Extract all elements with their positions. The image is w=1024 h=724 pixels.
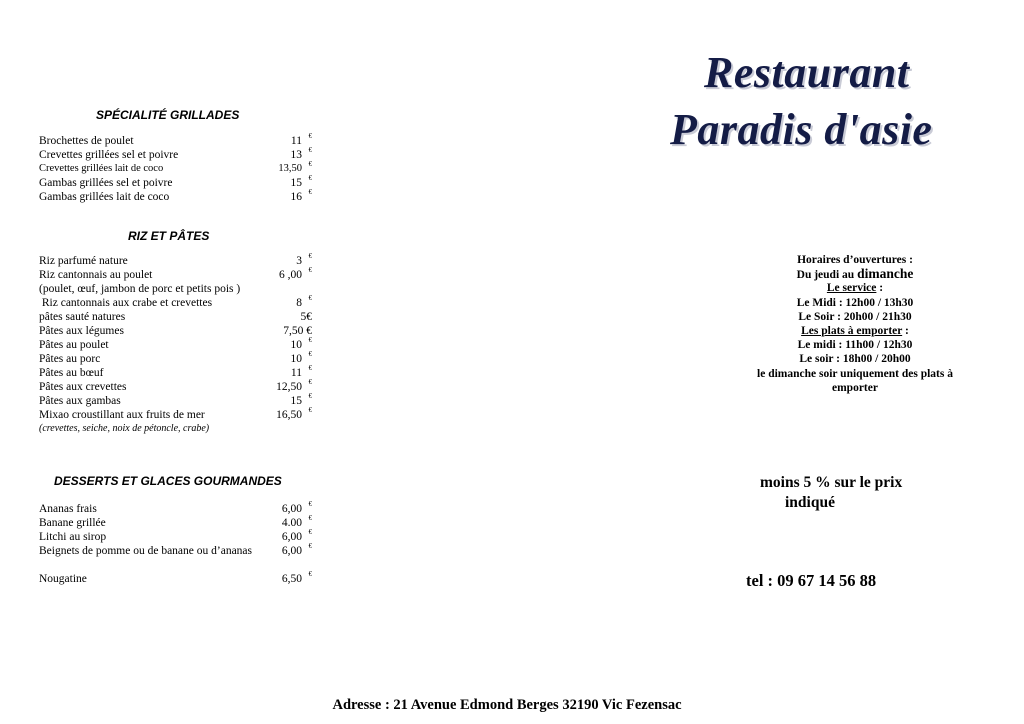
- menu-item: [39, 134, 314, 148]
- menu-item: [39, 338, 314, 352]
- item-price: 13: [290, 149, 302, 161]
- menu-item: [39, 352, 314, 366]
- restaurant-title-line1: Restaurant: [704, 48, 910, 97]
- section-heading-grillades: SPÉCIALITÉ GRILLADES: [96, 108, 240, 122]
- euro-mark: €: [308, 528, 312, 536]
- address: Adresse : 21 Avenue Edmond Berges 32190 Vic Fezensac: [332, 697, 682, 713]
- menu-item: [39, 176, 314, 190]
- menu-item: [39, 502, 314, 516]
- item-price: 6,00: [281, 503, 302, 515]
- item-price: 8: [296, 297, 302, 309]
- service-label: Le service: [826, 282, 877, 295]
- menu-item: [39, 324, 314, 338]
- grillades-list: [39, 134, 314, 204]
- menu-item: [39, 162, 314, 176]
- menu-item: [39, 408, 314, 422]
- euro-mark: €: [308, 132, 312, 140]
- item-description: (poulet, œuf, jambon de porc et petits pois ): [39, 283, 241, 295]
- euro-mark: €: [308, 514, 312, 522]
- item-price: 6 ,00: [279, 269, 302, 281]
- item-price: 15: [290, 395, 302, 407]
- days-prefix: Du jeudi au: [796, 269, 858, 282]
- item-name: Pâtes au poulet: [39, 339, 109, 351]
- service-midi: Le Midi : 12h00 / 13h30: [796, 296, 914, 309]
- item-price: 11: [290, 135, 302, 147]
- menu-item: [39, 148, 314, 162]
- euro-mark: €: [308, 350, 312, 358]
- item-price: 10: [290, 339, 302, 351]
- item-price: 3: [296, 255, 302, 267]
- euro-mark: €: [308, 570, 312, 578]
- item-name: Riz cantonnais au poulet: [39, 269, 153, 281]
- euro-mark: €: [308, 266, 312, 274]
- service-heading: [720, 281, 990, 295]
- takeaway-heading: [720, 324, 990, 338]
- item-price: 15: [290, 177, 302, 189]
- menu-item: [39, 366, 314, 380]
- item-price: 5€: [300, 311, 312, 323]
- service-colon: :: [876, 282, 884, 295]
- service-soir: Le Soir : 20h00 / 21h30: [798, 310, 912, 323]
- item-name: Gambas grillées sel et poivre: [39, 177, 173, 189]
- item-price: 16,50: [276, 409, 302, 421]
- menu-item: [39, 254, 314, 268]
- desserts-list: [39, 502, 314, 586]
- item-price: 7,50 €: [283, 325, 312, 337]
- euro-mark: €: [308, 542, 312, 550]
- euro-mark: €: [308, 188, 312, 196]
- takeaway-soir: Le soir : 18h00 / 20h00: [799, 353, 911, 366]
- takeaway-label: Les plats à emporter: [801, 324, 903, 337]
- item-name: Riz cantonnais aux crabe et crevettes: [39, 297, 213, 309]
- item-price: 13,50: [278, 163, 302, 174]
- item-name: Pâtes aux crevettes: [39, 381, 127, 393]
- item-price: 12,50: [276, 381, 302, 393]
- item-price: 11: [290, 367, 302, 379]
- menu-item: [39, 516, 314, 530]
- takeaway-midi: Le midi : 11h00 / 12h30: [797, 339, 913, 352]
- item-price: 4.00: [281, 517, 302, 529]
- phone-number: tel : 09 67 14 56 88: [746, 571, 877, 590]
- menu-item: [39, 296, 314, 310]
- euro-mark: €: [308, 294, 312, 302]
- item-name: pâtes sauté natures: [39, 311, 126, 323]
- item-name: Ananas frais: [39, 503, 97, 515]
- menu-item: [39, 380, 314, 394]
- menu-item: [39, 190, 314, 204]
- menu-item-description: [39, 282, 314, 296]
- item-name: Riz parfumé nature: [39, 255, 128, 267]
- sunday-note-line1: le dimanche soir uniquement des plats à: [757, 367, 953, 380]
- hours-heading: Horaires d’ouvertures :: [797, 254, 913, 266]
- discount-line2: indiqué: [785, 494, 835, 511]
- days-end: dimanche: [857, 266, 914, 282]
- item-price: 16: [290, 191, 302, 203]
- euro-mark: €: [308, 406, 312, 414]
- item-name: Pâtes aux gambas: [39, 395, 121, 407]
- menu-item-description: [39, 422, 314, 436]
- euro-mark: €: [308, 364, 312, 372]
- item-name: Pâtes au bœuf: [39, 367, 104, 379]
- euro-mark: €: [308, 146, 312, 154]
- item-price: 6,50: [281, 573, 302, 585]
- item-name: Pâtes aux légumes: [39, 325, 124, 337]
- menu-item: [39, 572, 314, 586]
- menu-item: [39, 310, 314, 324]
- restaurant-title-line2: Paradis d'asie: [670, 105, 933, 154]
- euro-mark: €: [308, 160, 312, 168]
- item-note: (crevettes, seiche, noix de pétoncle, crabe): [39, 423, 210, 434]
- euro-mark: €: [308, 500, 312, 508]
- euro-mark: €: [308, 252, 312, 260]
- euro-mark: €: [308, 174, 312, 182]
- item-name: Gambas grillées lait de coco: [39, 191, 170, 203]
- euro-mark: €: [308, 378, 312, 386]
- item-price: 6,00: [281, 531, 302, 543]
- euro-mark: €: [308, 392, 312, 400]
- menu-item: [39, 394, 314, 408]
- item-name: Banane grillée: [39, 517, 106, 529]
- item-name: Mixao croustillant aux fruits de mer: [39, 409, 205, 421]
- section-heading-desserts: DESSERTS ET GLACES GOURMANDES: [54, 474, 282, 488]
- menu-item: [39, 268, 314, 282]
- item-name: Litchi au sirop: [39, 531, 107, 543]
- hours-days: [720, 267, 990, 281]
- section-heading-riz-pates: RIZ ET PÂTES: [128, 229, 210, 243]
- riz-pates-list: [39, 254, 314, 436]
- item-price: 10: [290, 353, 302, 365]
- item-name: Crevettes grillées lait de coco: [39, 163, 164, 174]
- item-name: Beignets de pomme ou de banane ou d’ananas: [39, 545, 253, 557]
- item-name: Pâtes au porc: [39, 353, 101, 365]
- item-name: Nougatine: [39, 573, 87, 585]
- item-price: 6,00: [281, 545, 302, 557]
- discount-line1: moins 5 % sur le prix: [760, 474, 903, 491]
- sunday-note-line2: emporter: [832, 381, 878, 394]
- item-name: Brochettes de poulet: [39, 135, 134, 147]
- item-name: Crevettes grillées sel et poivre: [39, 149, 179, 161]
- menu-item: [39, 544, 314, 558]
- euro-mark: €: [308, 336, 312, 344]
- takeaway-colon: :: [902, 324, 909, 337]
- opening-hours: [720, 253, 990, 395]
- menu-item: [39, 530, 314, 544]
